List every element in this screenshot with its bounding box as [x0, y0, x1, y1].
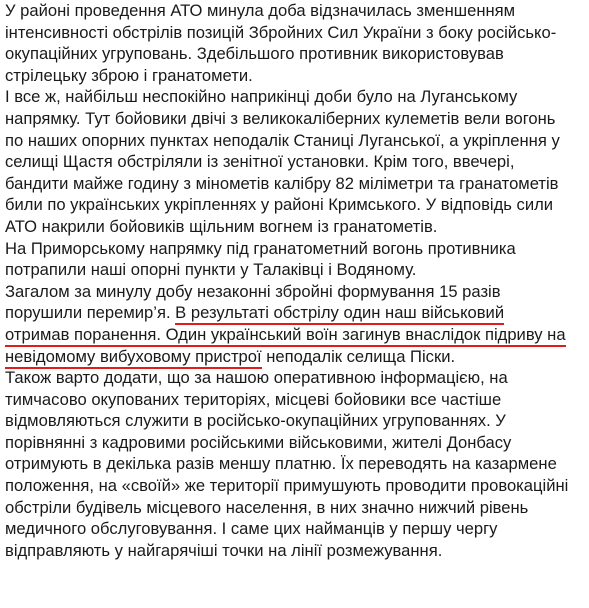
- text-line: окупаційних угруповань. Здебільшого противник використовував: [5, 44, 504, 64]
- text-line: І все ж, найбільш неспокійно наприкінці доби було на Луганському: [5, 87, 518, 107]
- text-line-highlight-start: [5, 302, 587, 324]
- text-line: На Приморському напрямку під гранатометний вогонь противника: [5, 238, 516, 258]
- text-line: селищі Щастя обстріляли із зенітної установки. Крім того, ввечері,: [5, 152, 515, 172]
- text-line: тимчасово окупованих територіях, місцеві бойовики все частіше: [5, 389, 502, 409]
- text-line: відмовляються служити в російсько-окупаційних угрупованнях. У: [5, 411, 506, 431]
- text-line: отримують в декілька разів меншу платню. Їх переводять на казармене: [5, 454, 557, 474]
- text-line-highlight-end: [5, 346, 587, 368]
- text-line: інтенсивності обстрілів позицій Збройних Сил України з боку російсько-: [5, 22, 557, 42]
- red-underlined-text: отримав поранення. Один український воїн загинув внаслідок підриву на: [5, 324, 566, 344]
- text-line: по наших опорних пунктах неподалік Станиці Луганської, а укріплення у: [5, 130, 560, 150]
- text-line: порівнянні з кадровими російськими військовими, жителі Донбасу: [5, 432, 512, 452]
- text-line: відправляють у найгарячіші точки на лінії розмежування.: [5, 540, 443, 560]
- text-segment: неподалік селища Піски.: [261, 346, 456, 366]
- text-line: били по українських укріпленнях у районі Кримського. У відповідь сили: [5, 195, 554, 215]
- article-text: [5, 0, 587, 561]
- text-line: Загалом за минулу добу незаконні збройні формування 15 разів: [5, 281, 501, 301]
- text-line: Також варто додати, що за нашою оперативною інформацією, на: [5, 368, 508, 388]
- text-line: стрілецьку зброю і гранатомети.: [5, 65, 253, 85]
- red-underlined-text: невідомому вибуховому пристрої: [5, 346, 262, 366]
- text-line: АТО накрили бойовиків щільним вогнем із гранатометів.: [5, 216, 438, 236]
- red-underlined-text: В результаті обстрілу один наш військовий: [175, 303, 505, 323]
- text-line: потрапили наші опорні пункти у Талаківці і Водяному.: [5, 260, 417, 280]
- text-line: положення, на «своїй» же території примушують проводити провокаційні: [5, 476, 569, 496]
- text-segment: порушили перемир’я.: [5, 303, 176, 323]
- text-line: У районі проведення АТО минула доба відзначилась зменшенням: [5, 1, 516, 20]
- text-line: обстріли будівель місцевого населення, в них значно нижчий рівень: [5, 497, 529, 517]
- text-line: бандити майже годину з мінометів калібру 82 міліметри та гранатометів: [5, 173, 559, 193]
- text-line: медичного обслуговування. І саме цих найманців у першу чергу: [5, 519, 498, 539]
- text-line-highlight: [5, 324, 587, 346]
- text-line: напрямку. Тут бойовики двічі з великокаліберних кулеметів вели вогонь: [5, 108, 556, 128]
